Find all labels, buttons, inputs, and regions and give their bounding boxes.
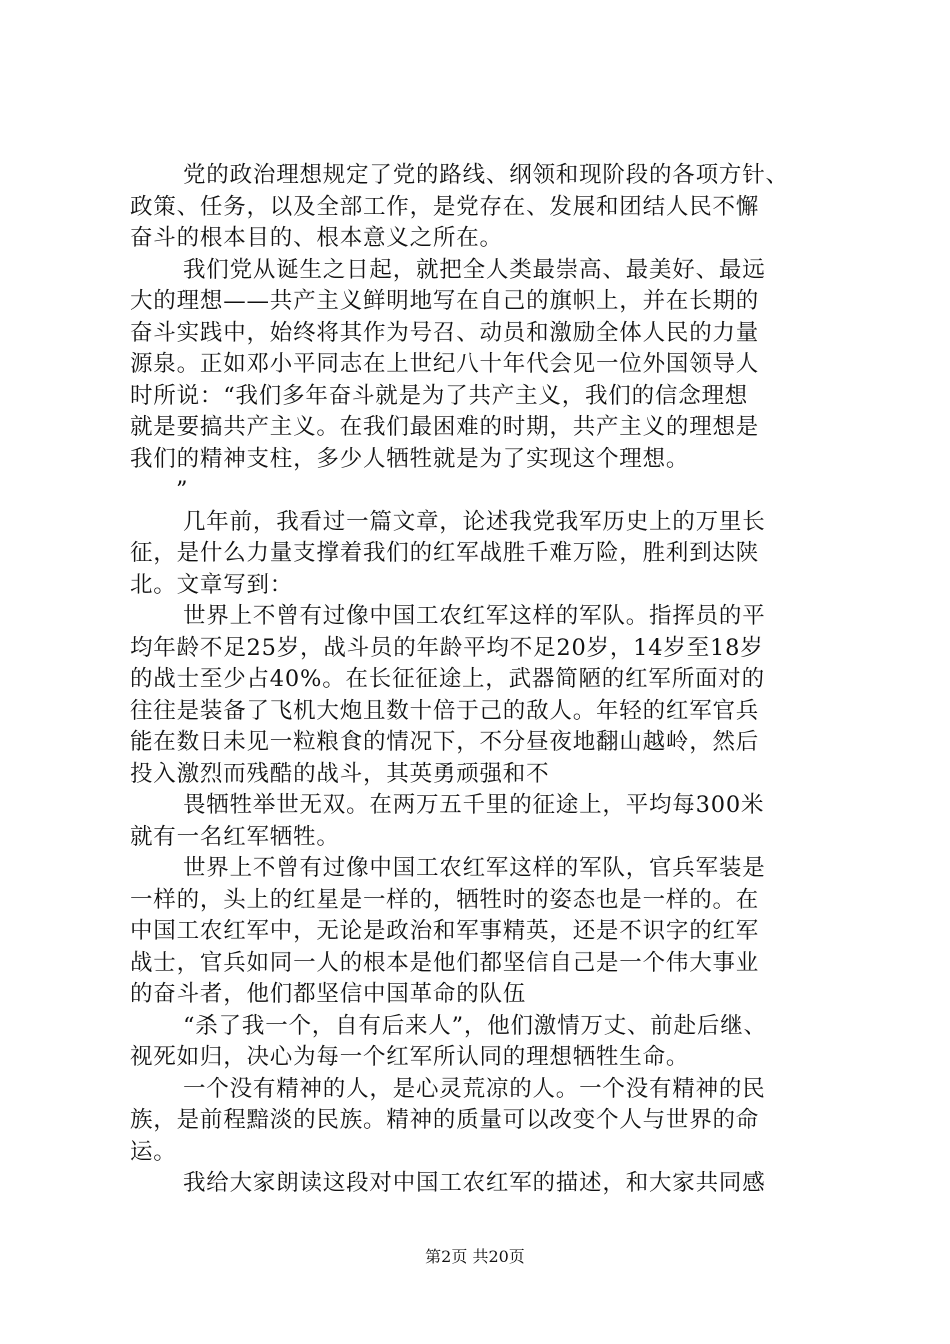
text-line: 均年龄不足25岁，战斗员的年龄平均不足20岁，14岁至18岁: [130, 634, 764, 661]
text-line: 能在数日未见一粒粮食的情况下，不分昼夜地翻山越岭，然后: [130, 729, 760, 755]
text-line: 投入激烈而残酷的战斗，其英勇顽强和不: [130, 760, 550, 787]
text-line: 世界上不曾有过像中国工农红军这样的军队，官兵军装是: [183, 855, 766, 881]
text-line: “杀了我一个，自有后来人”，他们激情万丈、前赴后继、: [183, 1012, 767, 1039]
text-line: 中国工农红军中，无论是政治和军事精英，还是不识字的红军: [130, 918, 760, 944]
text-line: 往往是装备了飞机大炮且数十倍于己的敌人。年轻的红军官兵: [130, 697, 760, 724]
text-line: 源泉。正如邓小平同志在上世纪八十年代会见一位外国领导人: [130, 351, 760, 377]
text-line: 我们党从诞生之日起，就把全人类最崇高、最美好、最远: [183, 256, 766, 283]
text-line: 党的政治理想规定了党的路线、纲领和现阶段的各项方针、: [183, 162, 789, 188]
text-line: 政策、任务，以及全部工作，是党存在、发展和团结人民不懈: [130, 193, 760, 220]
text-line: 一个没有精神的人，是心灵荒凉的人。一个没有精神的民: [183, 1075, 766, 1102]
text-line: 就有一名红军牺牲。: [130, 823, 340, 850]
text-line: 战士，官兵如同一人的根本是他们都坚信自己是一个伟大事业: [130, 949, 760, 976]
text-line: 族，是前程黯淡的民族。精神的质量可以改变个人与世界的命: [130, 1107, 760, 1133]
text-line: 时所说：“我们多年奋斗就是为了共产主义，我们的信念理想: [130, 382, 749, 409]
text-line: 征，是什么力量支撑着我们的红军战胜千难万险，胜利到达陕: [130, 540, 760, 566]
body-text: [130, 160, 830, 1200]
text-line: 的奋斗者，他们都坚信中国革命的队伍: [130, 981, 527, 1007]
text-line: 奋斗实践中，始终将其作为号召、动员和激励全体人民的力量: [130, 319, 760, 346]
text-line: 运。: [130, 1138, 177, 1165]
text-line: 就是要搞共产主义。在我们最困难的时期，共产主义的理想是: [130, 414, 760, 440]
page-number: 第2页 共20页: [425, 1247, 525, 1266]
text-line: ”: [176, 477, 189, 503]
text-line: 几年前，我看过一篇文章，论述我党我军历史上的万里长: [183, 508, 766, 535]
text-line: 畏牺牲举世无双。在两万五千里的征途上，平均每300米: [183, 792, 765, 818]
text-line: 的战士至少占40%。在长征征途上，武器简陋的红军所面对的: [130, 666, 765, 692]
text-line: 视死如归，决心为每一个红军所认同的理想牺牲生命。: [130, 1044, 690, 1070]
text-line: 一样的，头上的红星是一样的，牺牲时的姿态也是一样的。在: [130, 886, 760, 913]
text-line: 我给大家朗读这段对中国工农红军的描述，和大家共同感: [183, 1170, 766, 1196]
text-line: 我们的精神支柱，多少人牺牲就是为了实现这个理想。: [130, 445, 690, 472]
text-line: 世界上不曾有过像中国工农红军这样的军队。指挥员的平: [183, 603, 766, 629]
text-line: 奋斗的根本目的、根本意义之所在。: [130, 225, 503, 251]
text-line: 大的理想——共产主义鲜明地写在自己的旗帜上，并在长期的: [130, 288, 760, 314]
page-footer: [0, 1244, 950, 1267]
text-line: 北。文章写到：: [130, 571, 294, 598]
